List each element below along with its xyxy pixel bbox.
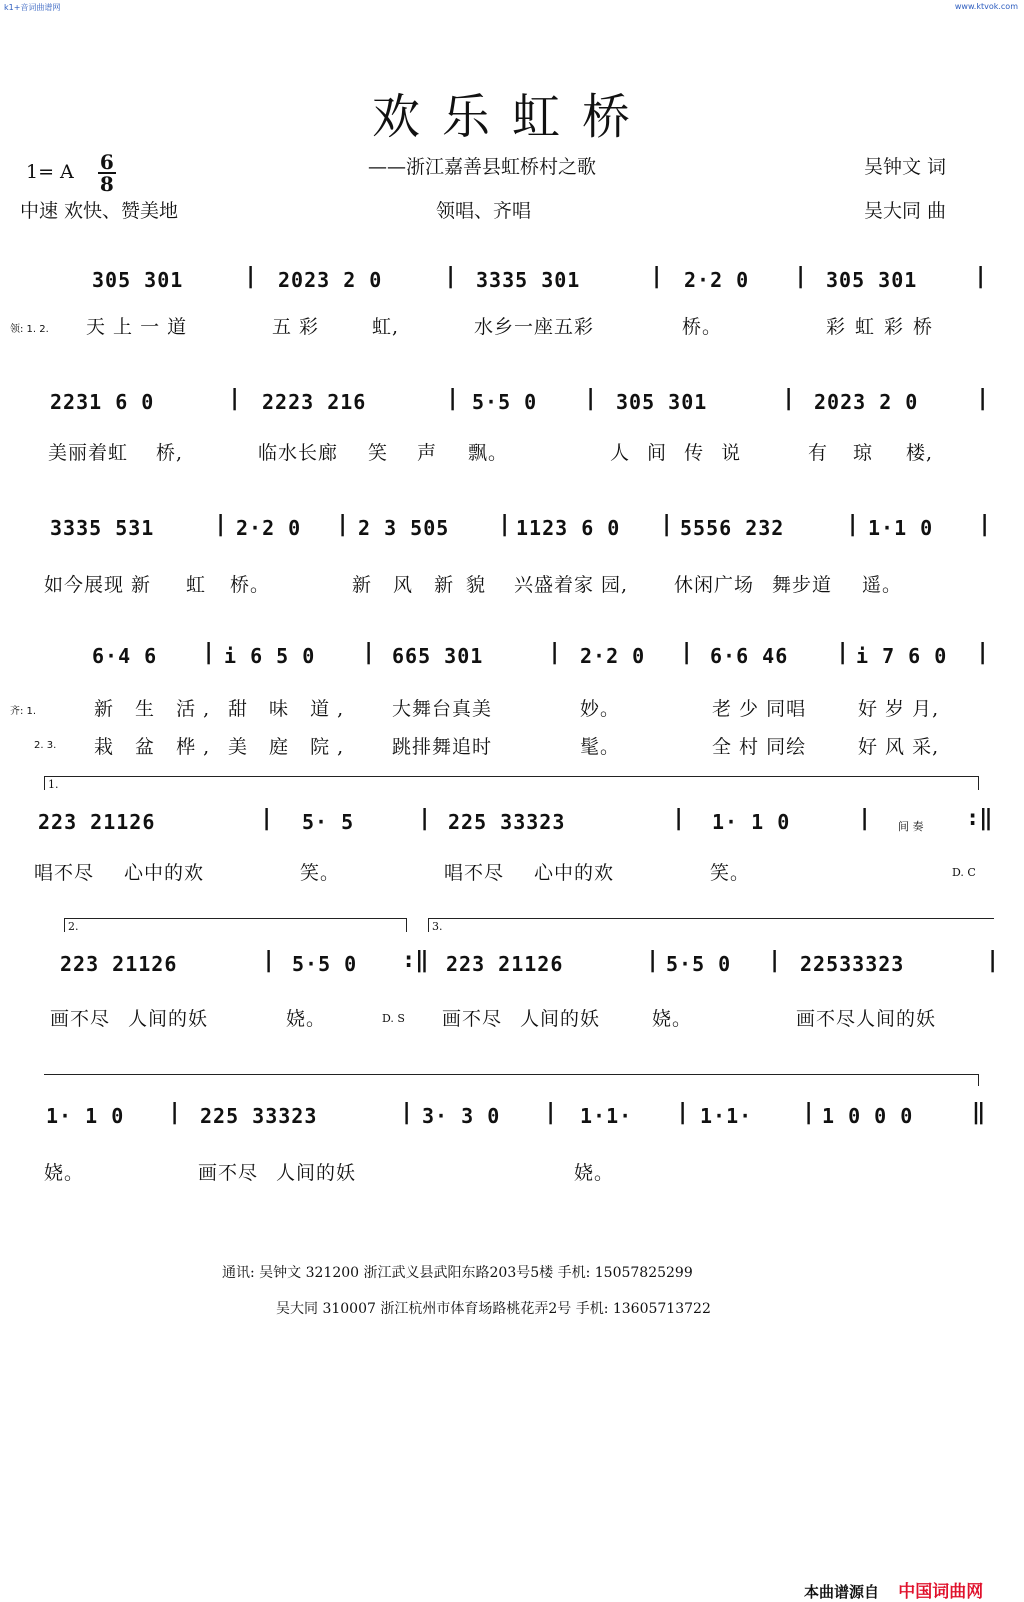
measure: 305 301	[616, 390, 708, 414]
measure: 225 33323	[200, 1104, 318, 1128]
measure: 2023 2 0	[278, 268, 383, 292]
measure: 3· 3 0	[422, 1104, 501, 1128]
lyric: 心中的欢	[534, 862, 615, 884]
barline: |	[260, 806, 274, 831]
barline: |	[446, 386, 460, 411]
barline: |	[646, 948, 660, 973]
measure: 22533323	[800, 952, 905, 976]
lyric: 画不尽	[442, 1008, 503, 1030]
barline: |	[802, 1100, 816, 1125]
lyric: 好 风 采,	[858, 736, 940, 758]
barline: |	[660, 512, 674, 537]
lyric: 如今展现 新	[44, 574, 152, 596]
verse-tag: 2. 3.	[34, 740, 57, 751]
ending-label: 2.	[68, 920, 79, 933]
lyric: 娆。	[652, 1008, 693, 1030]
lyric: 人 间 传 说	[610, 442, 747, 464]
lyric: 画不尽	[50, 1008, 111, 1030]
lyric: 临水长廊	[258, 442, 339, 464]
measure: 5·5 0	[666, 952, 732, 976]
ending-bracket	[64, 918, 406, 919]
source-brand-link[interactable]: 中国词曲网	[898, 1582, 984, 1602]
lyric: 心中的欢	[124, 862, 205, 884]
source-credit	[804, 1577, 983, 1602]
key-signature	[26, 152, 116, 194]
lyric: 舞步道	[772, 574, 833, 596]
dal-segno-marking: D. S	[382, 1012, 405, 1025]
final-barline: ‖	[972, 1100, 986, 1125]
tempo-marking: 中速 欢快、赞美地	[20, 200, 179, 222]
measure: 2·2 0	[580, 644, 646, 668]
measure: 1· 1 0	[712, 810, 791, 834]
lyric: 天 上 一 道	[86, 316, 188, 338]
measure: 6·4 6	[92, 644, 158, 668]
measure: 2·2 0	[236, 516, 302, 540]
lyric: 唱不尽	[34, 862, 95, 884]
lyric: 画不尽人间的妖	[796, 1008, 937, 1030]
lyric: 髦。	[580, 736, 621, 758]
lyric: 飘。	[468, 442, 509, 464]
measure: 223 21126	[446, 952, 564, 976]
measure: 2231 6 0	[50, 390, 155, 414]
repeat-end-barline: :‖	[402, 948, 429, 973]
contact-line-1: 通讯: 吴钟文 321200 浙江武义县武阳东路203号5楼 手机: 15057825299	[222, 1265, 693, 1281]
ending-bracket-tick	[64, 918, 65, 932]
subtitle: ——浙江嘉善县虹桥村之歌	[368, 156, 597, 178]
repeat-end-barline: :‖	[966, 806, 993, 831]
measure: 3335 301	[476, 268, 581, 292]
measure: 305 301	[92, 268, 184, 292]
barline: |	[228, 386, 242, 411]
lyric: 桥,	[156, 442, 184, 464]
time-signature	[98, 152, 116, 194]
barline: |	[336, 512, 350, 537]
barline: |	[794, 264, 808, 289]
barline: |	[978, 512, 992, 537]
lyric: 彩虹彩桥	[826, 316, 943, 338]
measure: i 6 5 0	[224, 644, 316, 668]
lyric: 遥。	[862, 574, 903, 596]
barline: |	[650, 264, 664, 289]
lyric: 新 风 新	[352, 574, 462, 596]
barline: |	[768, 948, 782, 973]
lyric: 桥。	[230, 574, 271, 596]
ending-bracket	[44, 1074, 978, 1075]
lyric: 娆。	[286, 1008, 327, 1030]
lyric: 有 琼	[808, 442, 883, 464]
barline: |	[418, 806, 432, 831]
lyric: 桥。	[682, 316, 723, 338]
ending-label: 1.	[48, 778, 59, 791]
ending-bracket-tick	[406, 918, 407, 932]
measure: 305 301	[826, 268, 918, 292]
measure: 5556 232	[680, 516, 785, 540]
measure: 1·1 0	[868, 516, 934, 540]
barline: |	[202, 640, 216, 665]
measure: 223 21126	[38, 810, 156, 834]
lyric: 虹,	[372, 316, 400, 338]
barline: |	[244, 264, 258, 289]
barline: |	[444, 264, 458, 289]
barline: |	[214, 512, 228, 537]
lyric: 休闲广场	[674, 574, 755, 596]
lyric: 虹	[186, 574, 207, 596]
lyric: 娆。	[574, 1162, 615, 1184]
barline: |	[672, 806, 686, 831]
lyricist: 吴钟文 词	[864, 156, 947, 178]
lyric: 画不尽	[198, 1162, 259, 1184]
lyric: 新 生 活,	[94, 698, 218, 720]
lyric: 楼,	[906, 442, 934, 464]
lyric: 人间的妖	[128, 1008, 209, 1030]
lyric: 人间的妖	[276, 1162, 357, 1184]
lyric: 唱不尽	[444, 862, 505, 884]
ending-bracket-tick	[978, 1074, 979, 1086]
ending-bracket	[44, 776, 978, 777]
key-label: 1= A	[26, 161, 74, 183]
lyric: 笑。	[710, 862, 751, 884]
time-numerator: 6	[99, 150, 114, 174]
measure: i 7 6 0	[856, 644, 948, 668]
ending-bracket-tick	[978, 776, 979, 790]
barline: |	[986, 948, 1000, 973]
lyric: 跳排舞追时	[392, 736, 493, 758]
measure: 2·2 0	[684, 268, 750, 292]
barline: |	[544, 1100, 558, 1125]
measure: 1123 6 0	[516, 516, 621, 540]
lyric: 栽 盆 桦,	[94, 736, 218, 758]
source-label: 本曲谱源自	[804, 1583, 880, 1601]
contact-line-2: 吴大同 310007 浙江杭州市体育场路桃花弄2号 手机: 13605713722	[276, 1301, 711, 1317]
measure: 3335 531	[50, 516, 155, 540]
lyric: 全 村 同绘	[712, 736, 807, 758]
lyric: 大舞台真美	[392, 698, 493, 720]
singing-style: 领唱、齐唱	[436, 200, 532, 222]
verse-tag: 齐: 1.	[10, 706, 37, 717]
barline: |	[846, 512, 860, 537]
lyric: 美 庭 院,	[228, 736, 352, 758]
measure: 1·1·	[580, 1104, 633, 1128]
song-title: 欢乐虹桥	[371, 89, 652, 145]
lyric: 兴盛着家 园,	[514, 574, 629, 596]
measure: 223 21126	[60, 952, 178, 976]
measure: 2 3 505	[358, 516, 450, 540]
barline: |	[548, 640, 562, 665]
interlude-label: 间 奏	[898, 820, 924, 833]
measure: 5· 5	[302, 810, 355, 834]
measure: 5·5 0	[292, 952, 358, 976]
composer: 吴大同 曲	[864, 200, 947, 222]
measure: 225 33323	[448, 810, 566, 834]
lyric: 笑 声	[368, 442, 449, 464]
lyric: 笑。	[300, 862, 341, 884]
lyric: 美丽着虹	[48, 442, 129, 464]
lyric: 妙。	[580, 698, 621, 720]
measure: 665 301	[392, 644, 484, 668]
lyric: 甜 味 道,	[228, 698, 352, 720]
lyric: 人间的妖	[520, 1008, 601, 1030]
barline: |	[362, 640, 376, 665]
barline: |	[782, 386, 796, 411]
ending-bracket-tick	[44, 776, 45, 790]
measure: 1 0 0 0	[822, 1104, 914, 1128]
watermark-right: www.ktvok.com	[954, 2, 1018, 11]
measure: 2223 216	[262, 390, 367, 414]
lyric: 老 少 同唱	[712, 698, 807, 720]
ending-bracket-tick	[428, 918, 429, 932]
measure: 1· 1 0	[46, 1104, 125, 1128]
lyric: 娆。	[44, 1162, 85, 1184]
measure: 1·1·	[700, 1104, 753, 1128]
barline: |	[836, 640, 850, 665]
time-denominator: 8	[99, 172, 114, 196]
barline: |	[168, 1100, 182, 1125]
barline: |	[262, 948, 276, 973]
barline: |	[976, 386, 990, 411]
lyric: 貌	[466, 574, 487, 596]
barline: |	[976, 640, 990, 665]
lyric: 五 彩	[272, 316, 320, 338]
da-capo-marking: D. C	[952, 866, 976, 879]
lyric: 好 岁 月,	[858, 698, 940, 720]
barline: |	[680, 640, 694, 665]
barline: |	[498, 512, 512, 537]
ending-bracket	[428, 918, 994, 919]
watermark-left: k1+音词曲谱网	[4, 3, 61, 12]
barline: |	[974, 264, 988, 289]
verse-tag: 领: 1. 2.	[10, 324, 49, 335]
ending-label: 3.	[432, 920, 443, 933]
lyric: 水乡一座五彩	[474, 316, 595, 338]
barline: |	[858, 806, 872, 831]
measure: 5·5 0	[472, 390, 538, 414]
barline: |	[400, 1100, 414, 1125]
measure: 6·6 46	[710, 644, 789, 668]
barline: |	[584, 386, 598, 411]
barline: |	[676, 1100, 690, 1125]
measure: 2023 2 0	[814, 390, 919, 414]
